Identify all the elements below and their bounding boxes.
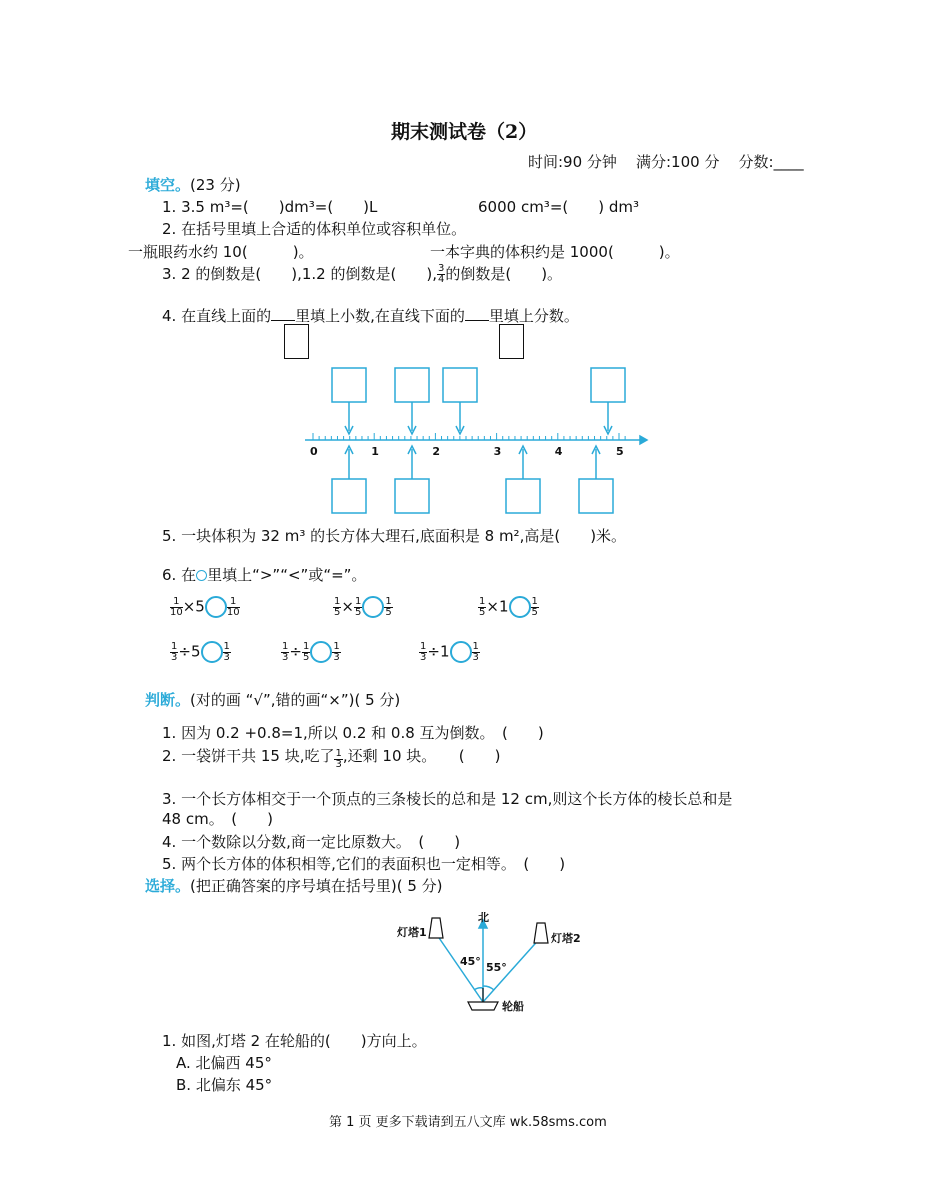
answer-box-bottom (506, 479, 540, 513)
score-label: 分数:____ (738, 153, 804, 171)
judge-q3: 3. 一个长方体相交于一个顶点的三条棱长的总和是 12 cm,则这个长方体的棱长总和是 (162, 790, 733, 808)
answer-circle[interactable] (201, 641, 223, 663)
option-b[interactable]: B. 北偏东 45° (176, 1076, 273, 1094)
fill-q1a: 1. 3.5 m³=( )dm³=( )L (162, 198, 378, 216)
compare-item: $\frac{1}{5}$ ×1 $\frac{1}{5}$ (479, 595, 538, 618)
fill-section-heading (145, 174, 241, 195)
lighthouse-2-icon (534, 923, 548, 943)
angle-55-label: 55° (486, 961, 507, 974)
judge-section-heading (145, 689, 400, 710)
section-title: 判断。 (145, 691, 191, 709)
lighthouse-1-label: 灯塔1 (397, 926, 427, 939)
tick-label: 0 (310, 445, 318, 458)
q3-text-end: 的倒数是( )。 (445, 265, 563, 283)
footer: 第 1 页 更多下载请到五八文库 wk.58sms.com (329, 1115, 607, 1130)
fraction: $\frac{3}{4}$ (437, 263, 445, 285)
angle-45-label: 45° (460, 955, 481, 968)
ship-label: 轮船 (502, 1000, 524, 1013)
q3-text: 3. 2 的倒数是( ),1.2 的倒数是( ), (162, 265, 437, 283)
compare-item: $\frac{1}{10}$ ×5 $\frac{1}{10}$ (170, 595, 240, 618)
blank (271, 320, 295, 321)
option-a[interactable]: A. 北偏西 45° (176, 1054, 272, 1072)
answer-box-bottom (579, 479, 613, 513)
answer-box-bottom (395, 479, 429, 513)
answer-box-bottom (332, 479, 366, 513)
tick-label: 2 (432, 445, 441, 458)
judge-q2 (162, 745, 500, 770)
q4-text-c: 里填上分数。 (488, 307, 579, 325)
answer-box-top (332, 368, 366, 402)
judge-q4: 4. 一个数除以分数,商一定比原数大。 ( ) (162, 833, 461, 851)
answer-circle[interactable] (362, 596, 384, 618)
choice-section-heading (145, 875, 443, 896)
lighthouse-diagram (390, 912, 600, 1022)
lighthouse-1-icon (429, 918, 443, 938)
answer-box-top (443, 368, 477, 402)
circle-icon (196, 570, 207, 581)
compare-item: $\frac{1}{3}$ ÷5 $\frac{1}{3}$ (171, 640, 230, 663)
compare-item: $\frac{1}{5}$ × $\frac{1}{5}$ $\frac{1}{5}$ (334, 595, 392, 618)
answer-box-top (395, 368, 429, 402)
fill-q6 (162, 564, 366, 585)
q2-text-end: ,还剩 10 块。 ( ) (342, 747, 501, 765)
q4-text-b: 里填上小数,在直线下面的 (295, 307, 465, 325)
q6-text-a: 6. 在 (162, 566, 197, 584)
page-title: 期末测试卷（2） (391, 121, 538, 143)
section-title: 填空。 (145, 176, 191, 194)
lighthouse-2-label: 灯塔2 (551, 932, 581, 945)
number-line-diagram (300, 365, 650, 515)
angle-arc-2 (483, 986, 494, 990)
answer-circle[interactable] (205, 596, 227, 618)
tick-label: 4 (554, 445, 563, 458)
choice-q1: 1. 如图,灯塔 2 在轮船的( )方向上。 (162, 1032, 427, 1050)
compare-item: $\frac{1}{3}$ ÷1 $\frac{1}{3}$ (420, 640, 479, 663)
section-points: (对的画 “√”,错的画“×”)( 5 分) (190, 691, 401, 709)
angle-arc-1 (474, 988, 483, 990)
fill-q3 (162, 263, 562, 285)
tick-label: 3 (493, 445, 502, 458)
tick-label: 1 (371, 445, 379, 458)
judge-q1: 1. 因为 0.2 +0.8=1,所以 0.2 和 0.8 互为倒数。 ( ) (162, 724, 544, 742)
tick-label: 5 (616, 445, 624, 458)
fill-q5: 5. 一块体积为 32 m³ 的长方体大理石,底面积是 8 m²,高是( )米。 (162, 527, 627, 545)
ship-icon (468, 1002, 498, 1010)
q6-text-b: 里填上“>”“<”或“=”。 (207, 566, 367, 584)
answer-circle[interactable] (450, 641, 472, 663)
empty-box (499, 324, 524, 359)
north-label: 北 (478, 912, 489, 924)
answer-circle[interactable] (310, 641, 332, 663)
blank (465, 320, 489, 321)
section-title: 选择。 (145, 877, 191, 895)
fill-q2b: 一本字典的体积约是 1000( )。 (430, 243, 680, 261)
judge-q5: 5. 两个长方体的体积相等,它们的表面积也一定相等。 ( ) (162, 855, 566, 873)
section-points: (把正确答案的序号填在括号里)( 5 分) (190, 877, 443, 895)
empty-box (284, 324, 309, 359)
time-label: 时间:90 分钟 (528, 153, 617, 171)
fraction: $\frac{1}{3}$ (335, 748, 342, 770)
answer-circle[interactable] (509, 596, 531, 618)
compare-item: $\frac{1}{3}$ ÷ $\frac{1}{5}$ $\frac{1}{3}$ (282, 640, 340, 663)
fill-q2: 2. 在括号里填上合适的体积单位或容积单位。 (162, 220, 467, 238)
judge-q3b: 48 cm。 ( ) (162, 810, 273, 828)
section-points: (23 分) (190, 176, 241, 194)
q2-text: 2. 一袋饼干共 15 块,吃了 (162, 747, 335, 765)
fill-q1b: 6000 cm³=( ) dm³ (478, 198, 640, 216)
full-score-label: 满分:100 分 (636, 153, 720, 171)
q4-text-a: 4. 在直线上面的 (162, 307, 272, 325)
fill-q2a: 一瓶眼药水约 10( )。 (128, 243, 314, 261)
fill-q4 (162, 305, 579, 326)
answer-box-top (591, 368, 625, 402)
exam-meta (528, 151, 804, 172)
